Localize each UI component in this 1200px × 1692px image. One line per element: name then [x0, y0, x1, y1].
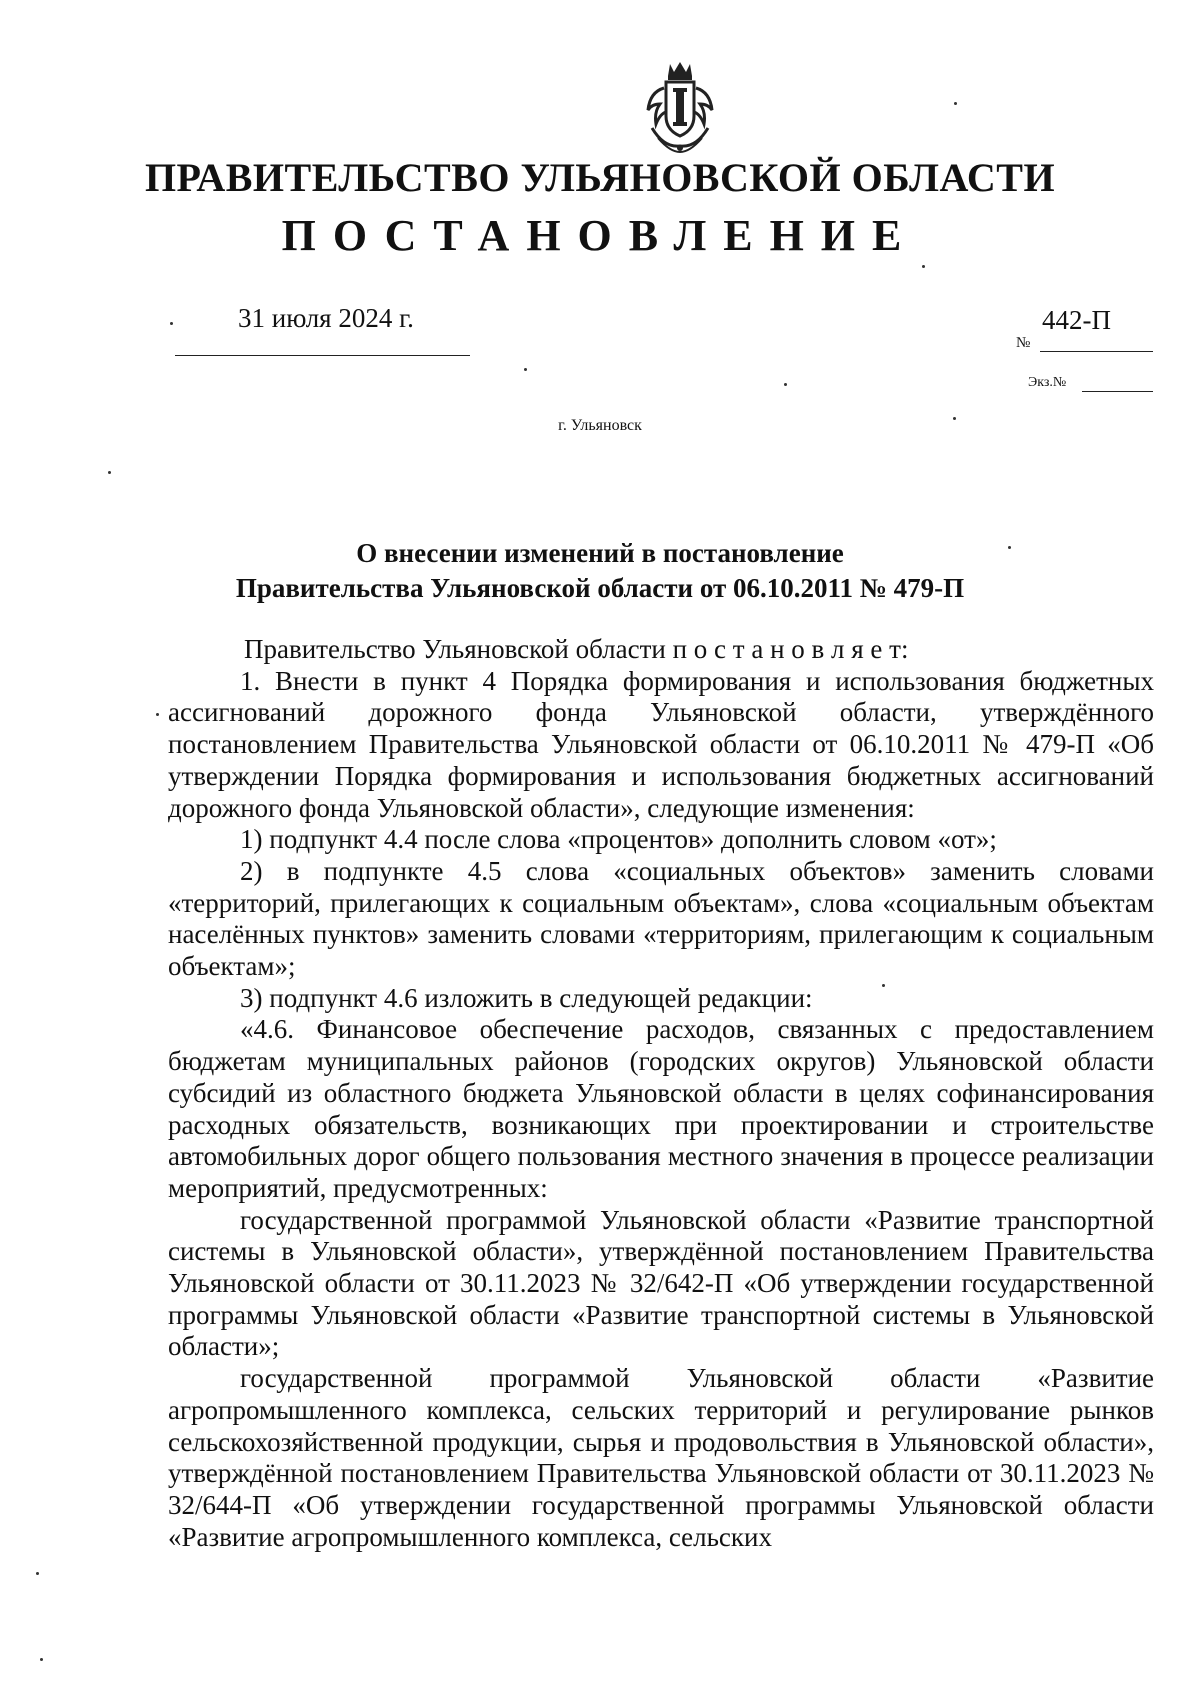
- body-paragraph-5: «4.6. Финансовое обеспечение расходов, связанных с предоставлением бюджетам муниципальных районов (городских округов) Ульяновской области субсидий из областного бюджета Ульяновской области в целях софинансирования расходных обязательств, возникающих при проектировании и строительстве автомобильных дорог общего пользования местного значения в процессе реализации мероприятий, предусмотренных:: [168, 1014, 1154, 1203]
- body-paragraph-3: 2) в подпункте 4.5 слова «социальных объектов» заменить словами «территорий, прилегающих к социальным объектам», слова «социальным объектам населённых пунктов» заменить словами «территориям, прилегающим к социальным объектам»;: [168, 855, 1154, 982]
- scan-speck: [40, 1658, 43, 1661]
- scan-speck: [953, 417, 956, 420]
- document-number: 442-П: [1042, 305, 1111, 335]
- government-title: ПРАВИТЕЛЬСТВО УЛЬЯНОВСКОЙ ОБЛАСТИ: [144, 155, 1056, 200]
- copy-number-underline: [1082, 391, 1153, 392]
- body-paragraph-1: 1. Внести в пункт 4 Порядка формирования и использования бюджетных ассигнований дорожного фонда Ульяновской области, утверждённого постановлением Правительства Ульяновской области от 06.10.2011 № 479-П «Об утверждении Порядка формирования и использования бюджетных ассигнований дорожного фонда Ульяновской области», следующие изменения:: [168, 665, 1154, 823]
- document-subject: [0, 536, 1200, 606]
- scan-speck: [156, 713, 159, 716]
- body-paragraph-7: государственной программой Ульяновской области «Развитие агропромышленного комплекса, сельских территорий и регулирование рынков сельскохозяйственной продукции, сырья и продовольствия в Ульяновской области», утверждённой постановлением Правительства Ульяновской области от 30.11.2023 № 32/644-П «Об утверждении государственной программы Ульяновской области «Развитие агропромышленного комплекса, сельских: [168, 1363, 1154, 1552]
- body-paragraph-6: государственной программой Ульяновской области «Развитие транспортной системы в Ульяновской области», утверждённой постановлением Правительства Ульяновской области от 30.11.2023 № 32/642-П «Об утверждении государственной программы Ульяновской области «Развитие транспортной системы в Ульяновской области»;: [168, 1204, 1154, 1362]
- city-of-issue: г. Ульяновск: [558, 417, 642, 434]
- copy-number-label: Экз.№: [1028, 375, 1067, 390]
- number-underline: [1040, 351, 1153, 352]
- document-date: 31 июля 2024 г.: [238, 303, 414, 333]
- scan-speck: [36, 1572, 39, 1575]
- body-paragraph-preamble: Правительство Ульяновской области п о с т а н о в л я е т:: [244, 634, 909, 664]
- date-underline: [175, 355, 470, 356]
- body-paragraph-2: 1) подпункт 4.4 после слова «процентов» дополнить словом «от»;: [240, 824, 997, 855]
- scan-speck: [784, 383, 787, 386]
- coat-of-arms-icon: [630, 58, 730, 158]
- scan-speck: [922, 265, 925, 268]
- scan-speck: [170, 322, 173, 325]
- scan-speck: [882, 984, 885, 987]
- scan-speck: [108, 471, 111, 474]
- scan-speck: [1008, 546, 1011, 549]
- subject-line-2: Правительства Ульяновской области от 06.10.2011 № 479-П: [235, 573, 965, 603]
- number-label: №: [1016, 335, 1031, 351]
- subject-line-1: О внесении изменений в постановление: [356, 538, 844, 568]
- scan-speck: [954, 102, 957, 105]
- document-type-title: ПОСТАНОВЛЕНИЕ: [281, 211, 919, 260]
- document-body: [168, 634, 1154, 1553]
- scan-speck: [524, 368, 527, 371]
- body-paragraph-4: 3) подпункт 4.6 изложить в следующей редакции:: [240, 982, 813, 1013]
